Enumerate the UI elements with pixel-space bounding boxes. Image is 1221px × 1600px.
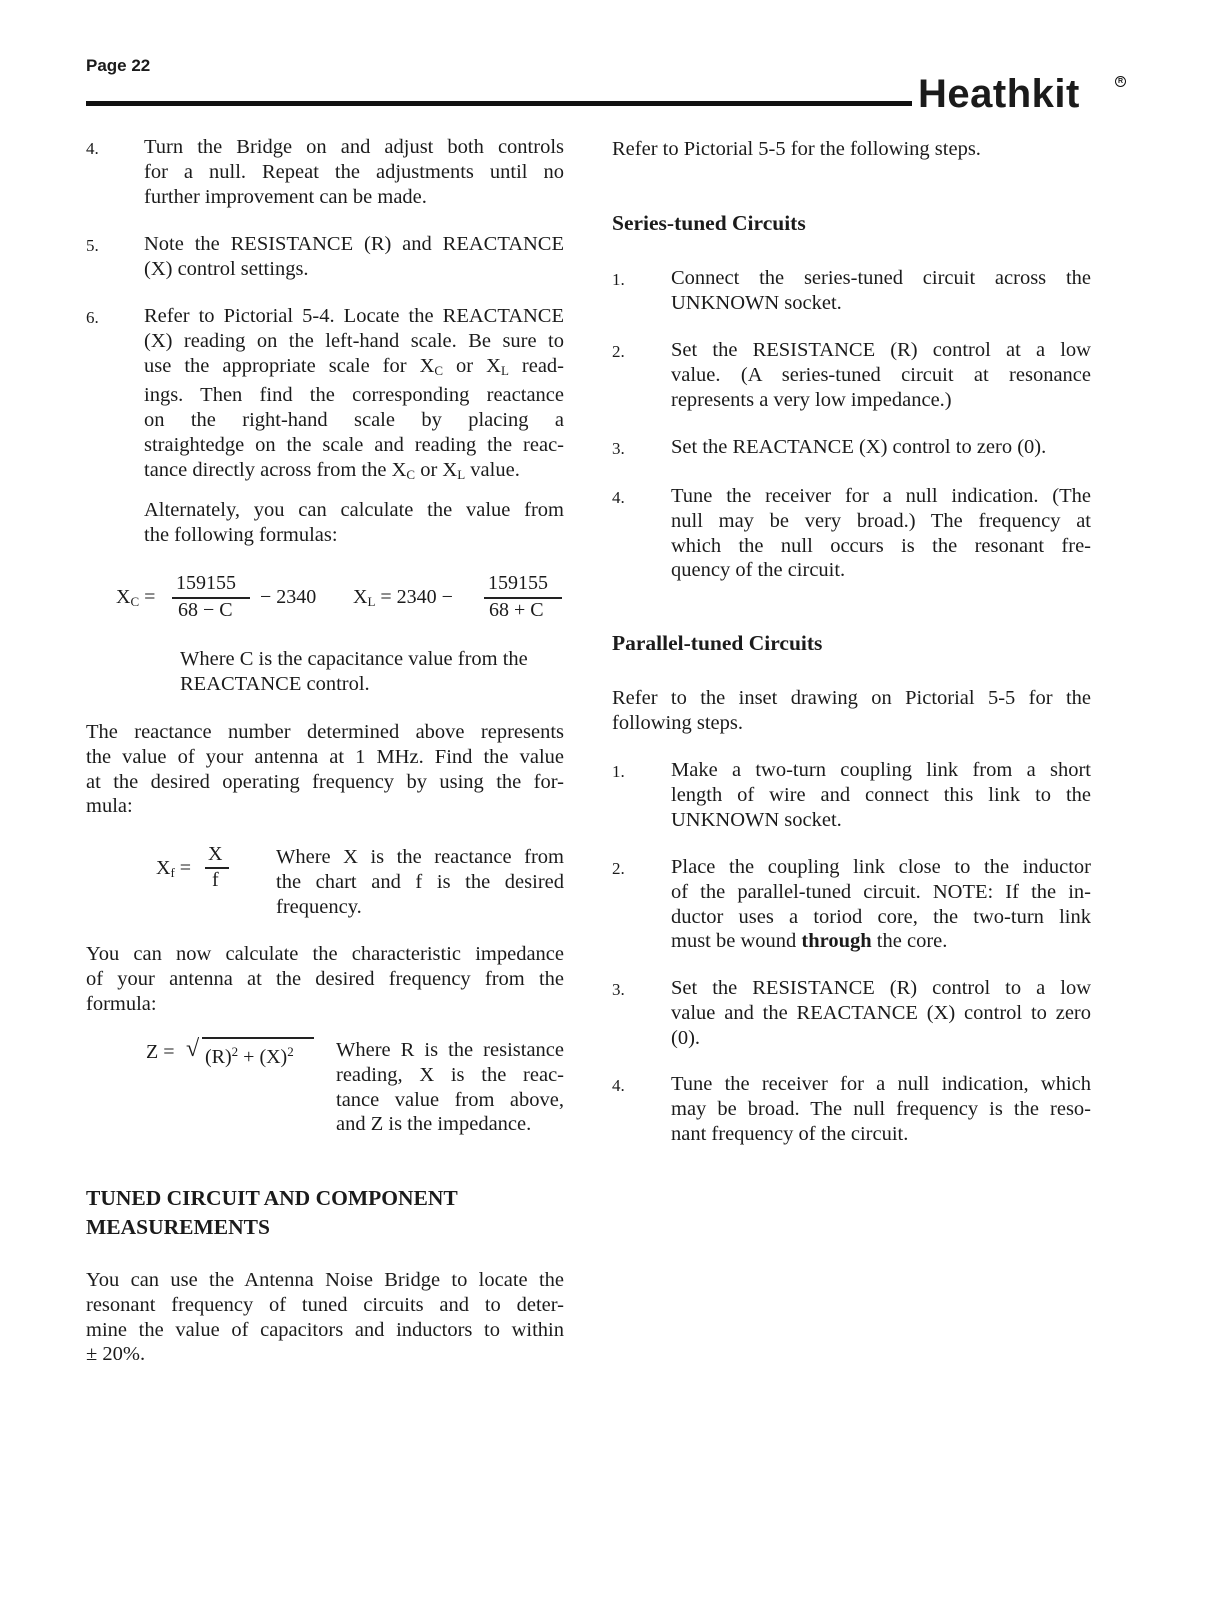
formula-xl-numerator: 159155 (488, 572, 548, 594)
step-number: 1. (612, 270, 625, 289)
step-number: 3. (612, 439, 625, 458)
section-heading: TUNED CIRCUIT AND COMPONENT MEASUREMENTS (86, 1186, 458, 1239)
formula-z-radicand: $(R)^2 + (X)^2$ (205, 1044, 294, 1068)
step-number: 4. (612, 488, 625, 507)
paragraph: Refer to Pictorial 5-5 for the following steps. (612, 138, 981, 160)
paragraph: The reactance number determined above represents the value of your antenna at 1 MHz. Find the value at the desired operating frequency by using the for- mula: (86, 721, 564, 818)
step-number: 2. (612, 342, 625, 361)
brand-logo: Heathkit (918, 72, 1080, 116)
formula-xf-numerator: X (208, 843, 223, 865)
step-number: 4. (86, 139, 99, 158)
formula-xl-denominator: 68 + C (489, 599, 544, 621)
formula-xf-lhs: $X_f$ = (156, 857, 192, 880)
page-number: Page 22 (86, 56, 151, 75)
formula-note: Where X is the reactance from the chart and f is the desired frequency. (276, 846, 564, 918)
formula-xf-denominator: f (212, 869, 219, 891)
step-text: Set the RESISTANCE (R) control at a low value. (A series-tuned circuit at resonance represents a very low impedance.) (671, 339, 1091, 411)
formula-xc-lhs: $X_C$ = (116, 586, 156, 609)
formula-xc-tail: − 2340 (260, 586, 317, 608)
step-text: Note the RESISTANCE (R) and REACTANCE (X) control settings. (144, 233, 564, 280)
formula-xl-lhs: $X_L = 2340$ − (353, 586, 453, 609)
formula-xc-denominator: 68 − C (178, 599, 233, 621)
step-number: 2. (612, 859, 625, 878)
step-text: Refer to Pictorial 5-4. Locate the REACTANCE (X) reading on the left-hand scale. Be sure to use the appropriate scale for $X_C$ or $X_L$ read- ings. Then find the corresponding reactance on the right-hand scale by placing a straightedge on the scale and reading the reac- tance directly across from the $X_C$ or $X_L$ value. (144, 305, 565, 482)
paragraph: You can now calculate the characteristic impedance of your antenna at the desired frequency from the formula: (86, 943, 564, 1015)
step-text: Connect the series-tuned circuit across the UNKNOWN socket. (671, 267, 1091, 314)
step-text: Place the coupling link close to the inductor of the parallel-tuned circuit. NOTE: If the in- ductor uses a toriod core, the two-turn link must be wound through the core. (671, 856, 1091, 953)
paragraph: Refer to the inset drawing on Pictorial 5-5 for the following steps. (612, 687, 1091, 734)
header-rule (86, 101, 912, 106)
step-number: 4. (612, 1076, 625, 1095)
step-number: 6. (86, 308, 99, 327)
formula-xc-numerator: 159155 (176, 572, 236, 594)
subsection-heading: Parallel-tuned Circuits (612, 631, 823, 655)
step-text: Make a two-turn coupling link from a short length of wire and connect this link to the UNKNOWN socket. (671, 759, 1091, 831)
step-text: Tune the receiver for a null indication, which may be broad. The null frequency is the reso- nant frequency of the circuit. (671, 1073, 1091, 1145)
paragraph: You can use the Antenna Noise Bridge to locate the resonant frequency of tuned circuits and to deter- mine the value of capacitors and inductors to within ± 20%. (86, 1269, 564, 1366)
step-text: Set the REACTANCE (X) control to zero (0). (671, 436, 1047, 458)
step-number: 3. (612, 980, 625, 999)
radical-bar (202, 1037, 314, 1039)
step-text: Set the RESISTANCE (R) control to a low value and the REACTANCE (X) control to zero (0). (671, 977, 1091, 1049)
step-text: Tune the receiver for a null indication. (The null may be very broad.) The frequency at which the null occurs is the resonant fre- quency of the circuit. (671, 485, 1091, 582)
step-number: 5. (86, 236, 99, 255)
registered-mark: R (1115, 76, 1126, 87)
radical-sign: √ (186, 1036, 200, 1062)
formula-note: Where C is the capacitance value from the REACTANCE control. (180, 648, 528, 695)
paragraph: Alternately, you can calculate the value from the following formulas: (144, 499, 564, 546)
step-number: 1. (612, 762, 625, 781)
step-text: Turn the Bridge on and adjust both controls for a null. Repeat the adjustments until no further improvement can be made. (144, 136, 564, 208)
formula-z-lhs: Z = (146, 1041, 175, 1063)
formula-note: Where R is the resistance reading, X is the reac- tance value from above, and Z is the impedance. (336, 1039, 564, 1136)
subsection-heading: Series-tuned Circuits (612, 211, 806, 235)
